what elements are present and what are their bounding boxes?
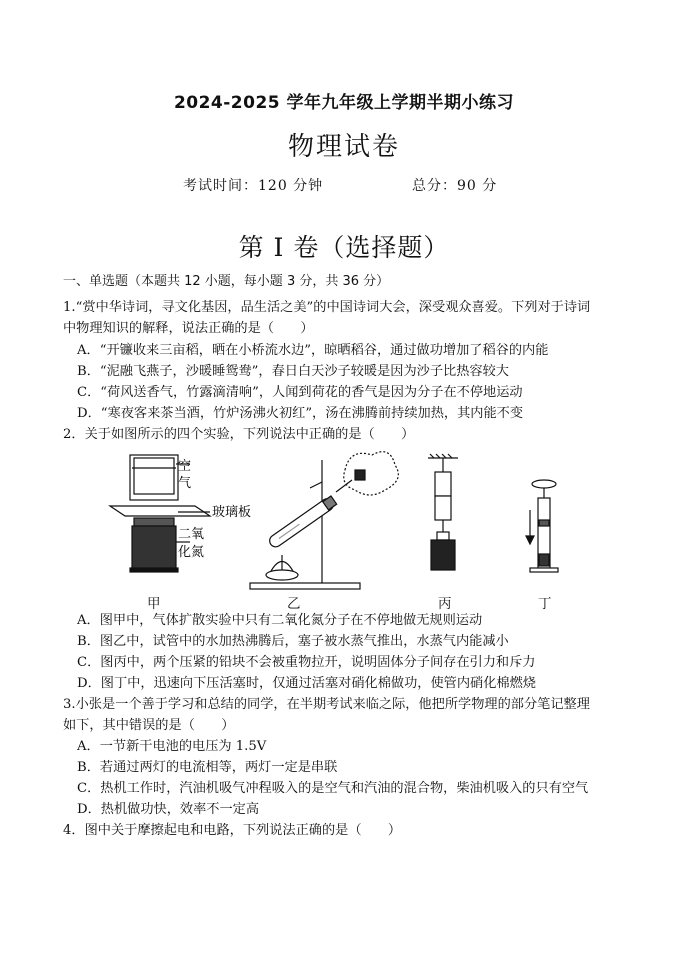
question-3-option-a: A．一节新干电池的电压为 1.5V [77,739,267,754]
figure-bing-lead-blocks [428,454,458,570]
exam-meta [0,175,688,195]
question-1-option-d: D．“寒夜客来茶当酒，竹炉汤沸火初红”，汤在沸腾前持续加热，其内能不变 [77,406,524,421]
figure-label-bing: 丙 [438,596,452,612]
question-2-stem: 2．关于如图所示的四个实验，下列说法中正确的是（ ） [63,427,415,442]
question-2-option-a: A．图甲中，气体扩散实验中只有二氧化氮分子在不停地做无规则运动 [77,613,483,628]
question-1-stem-line-2: 中物理知识的解释，说法正确的是（ ） [63,321,314,336]
total-score: 总分：90 分 [412,178,498,194]
question-1-option-a: A．“开镰收来三亩稻，晒在小桥流水边”，晾晒稻谷，通过做功增加了稻谷的内能 [77,343,549,358]
question-2-option-c: C．图丙中，两个压紧的铅块不会被重物拉开，说明固体分子间存在引力和斥力 [77,655,536,670]
figure-label-no2-2: 化氮 [178,545,205,560]
question-4-stem: 4．图中关于摩擦起电和电路，下列说法正确的是（ ） [63,823,402,838]
question-3-stem-line-1: 3.小张是一个善于学习和总结的同学，在半期考试来临之际，他把所学物理的部分笔记整理 [63,697,590,712]
figure-label-air-1: 空 [178,459,192,474]
question-3-option-c: C．热机工作时，汽油机吸气冲程吸入的是空气和汽油的混合物，柴油机吸入的只有空气 [77,781,589,796]
question-3-option-d: D．热机做功快，效率不一定高 [77,802,260,817]
figure-label-no2-1: 二氧 [178,527,205,542]
question-3-stem-line-2: 如下，其中错误的是（ ） [63,718,235,733]
paper-title: 物理试卷 [287,132,400,162]
figure-label-jia: 甲 [147,596,161,612]
section-heading: 一、单选题（本题共 12 小题，每小题 3 分，共 36 分） [63,274,390,289]
exam-header-title: 2024-2025 学年九年级上学期半期小练习 [173,93,515,113]
exam-time: 考试时间：120 分钟 [183,178,324,194]
question-2-option-d: D．图丁中，迅速向下压活塞时，仅通过活塞对硝化棉做功，使管内硝化棉燃烧 [77,676,536,691]
question-1-stem-line-1: 1.“赏中华诗词，寻文化基因，品生活之美”的中国诗词大会，深受观众喜爱。下列对于诗词 [63,300,591,315]
question-1-option-b: B．“泥融飞燕子，沙暖睡鸳鸯”，春日白天沙子较暖是因为沙子比热容较大 [77,364,509,379]
figure-ding-piston [526,480,558,572]
question-1-option-c: C．“荷风送香气，竹露滴清响”，人闻到荷花的香气是因为分子在不停地运动 [77,385,523,400]
figure-label-yi: 乙 [287,596,301,612]
figure-label-air-2: 气 [178,476,192,491]
question-3-option-b: B．若通过两灯的电流相等，两灯一定是串联 [77,760,338,775]
part-title: 第 I 卷（选择题） [238,233,450,262]
figure-yi-test-tube [250,452,398,589]
figure-label-glass-plate: 玻璃板 [212,505,252,520]
experiment-figure [60,450,630,615]
question-2-option-b: B．图乙中，试管中的水加热沸腾后，塞子被水蒸气推出，水蒸气内能减小 [77,634,509,649]
figure-label-ding: 丁 [538,596,552,612]
